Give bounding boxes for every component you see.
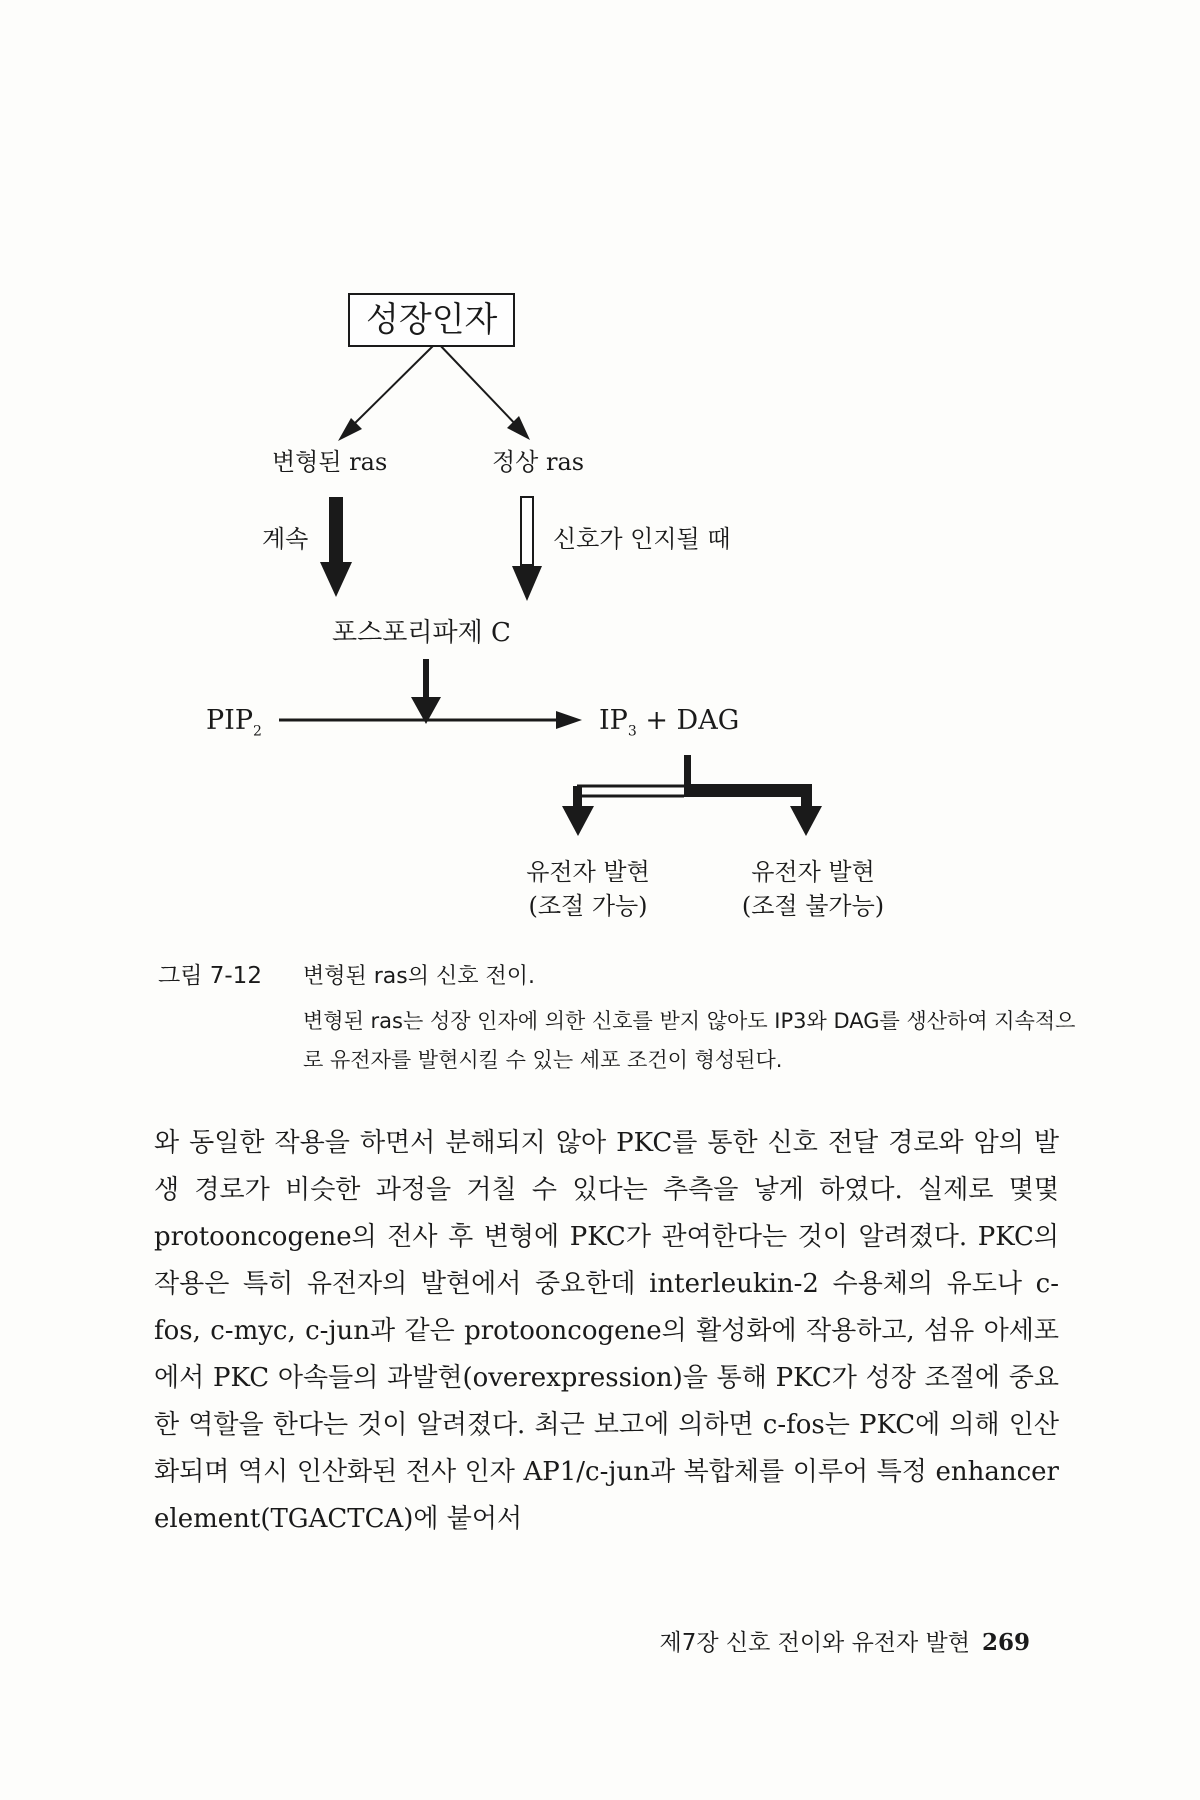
caption-title: 변형된 ras의 신호 전이. xyxy=(303,964,535,989)
label-continuous: 계속 xyxy=(262,525,309,553)
arrow-growth-to-mutant-ras xyxy=(338,342,437,441)
node-gene-expression-regulated xyxy=(498,855,678,923)
node-pip2 xyxy=(206,707,262,738)
gene-expr-right-line1: 유전자 발현 xyxy=(751,858,875,886)
body-text xyxy=(154,1120,1059,1543)
node-growth-factor: 성장인자 xyxy=(348,293,515,347)
node-normal-ras: 정상 ras xyxy=(492,448,585,476)
node-mutant-ras: 변형된 ras xyxy=(272,448,388,476)
page-footer xyxy=(560,1624,1030,1657)
caption-label: 그림 7-12 xyxy=(158,963,262,989)
arrow-pip2-to-ip3 xyxy=(279,711,582,729)
node-ip3-dag xyxy=(599,707,739,738)
gene-expr-left-line1: 유전자 발현 xyxy=(526,858,650,886)
node-phospholipase-c: 포스포리파제 C xyxy=(332,618,511,648)
ip3-text: IP xyxy=(599,705,628,736)
thick-arrow-continuous xyxy=(320,497,352,597)
page-number: 269 xyxy=(981,1629,1030,1656)
dag-text: + DAG xyxy=(636,705,740,736)
node-gene-expression-unregulated xyxy=(718,855,908,923)
arrow-plc-down xyxy=(411,659,441,724)
caption-description: 변형된 ras는 성장 인자에 의한 신호를 받지 않아도 IP3와 DAG를 생산하여 지속적으로 유전자를 발현시킬 수 있는 세포 조건이 형성된다. xyxy=(303,1009,1076,1072)
label-signal-recognized: 신호가 인지될 때 xyxy=(553,525,731,553)
chapter-title: 제7장 신호 전이와 유전자 발현 xyxy=(659,1630,970,1656)
gene-expr-right-line2: (조절 불가능) xyxy=(741,892,885,920)
branch-stem xyxy=(684,755,691,791)
branch-left-regulated xyxy=(562,786,684,836)
arrow-growth-to-normal-ras xyxy=(437,342,530,440)
ip3-subscript: 3 xyxy=(627,723,637,740)
body-paragraph: 와 동일한 작용을 하면서 분해되지 않아 PKC를 통한 신호 전달 경로와 암의 발생 경로가 비슷한 과정을 거칠 수 있다는 추측을 낳게 하였다. 실제로 몇몇 protooncogene의 전사 후 변형에 PKC가 관여한다는 것이 알려졌다. PKC의 작용은 특히 유전자의 발현에서 중요한데 interleukin-2 수용체의 유도나 c-fos, c-myc, c-jun과 같은 protooncogene의 활성화에 작용하고, 섬유 아세포에서 PKC 아속들의 과발현(overexpression)을 통해 PKC가 성장 조절에 중요한 역할을 한다는 것이 알려졌다. 최근 보고에 의하면 c-fos는 PKC에 의해 인산화되며 역시 인산화된 전사 인자 AP1/c-jun과 복합체를 이루어 특정 enhancer element(TGACTCA)에 붙어서 xyxy=(154,1128,1059,1534)
hollow-arrow-signal xyxy=(512,497,542,601)
pip2-subscript: 2 xyxy=(253,723,262,740)
figure-caption xyxy=(158,957,1078,1080)
caption-heading xyxy=(158,957,1078,990)
pip2-text: PIP xyxy=(206,705,253,736)
branch-right-unregulated xyxy=(684,784,822,836)
gene-expr-left-line2: (조절 가능) xyxy=(528,892,648,920)
